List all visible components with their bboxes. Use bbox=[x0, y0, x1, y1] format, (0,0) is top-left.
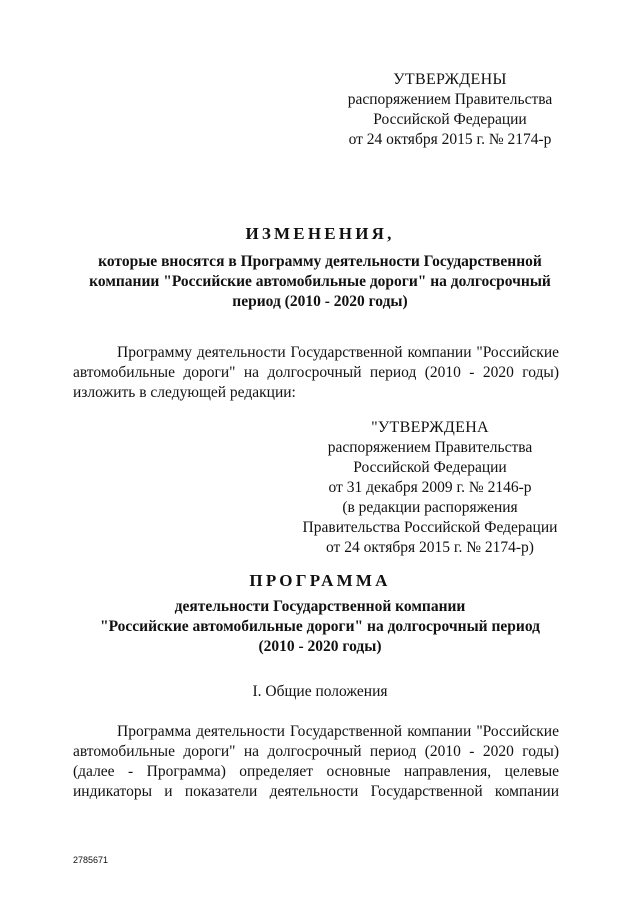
approval-block-program bbox=[280, 418, 580, 558]
paragraph-line: Программу деятельности Государственной компании "Российские bbox=[117, 344, 559, 361]
approval-line: от 24 октября 2015 г. № 2174-р) bbox=[326, 539, 534, 556]
approval-line: (в редакции распоряжения bbox=[342, 499, 518, 516]
approval-line: распоряжением Правительства bbox=[347, 91, 553, 108]
section-title: I. Общие положения bbox=[252, 683, 388, 700]
approval-title: "УТВЕРЖДЕНА bbox=[371, 419, 489, 436]
changes-subtitle-line: период (2010 - 2020 годы) bbox=[232, 293, 408, 310]
paragraph-line: автомобильные дороги" на долгосрочный период (2010 - 2020 годы) bbox=[73, 743, 559, 760]
changes-subtitle-line: компании "Российские автомобильные дороги" на долгосрочный bbox=[89, 273, 551, 290]
program-subtitle-line: деятельности Государственной компании bbox=[174, 598, 466, 615]
approval-line: распоряжением Правительства bbox=[327, 439, 533, 456]
paragraph-line: изложить в следующей редакции: bbox=[73, 384, 296, 401]
paragraph-line: автомобильные дороги" на долгосрочный период (2010 - 2020 годы) bbox=[73, 364, 559, 381]
paragraph-line: индикаторы и показатели деятельности Государственной компании bbox=[73, 783, 559, 800]
approval-line: Российской Федерации bbox=[353, 459, 507, 476]
approval-line: от 31 декабря 2009 г. № 2146-р bbox=[328, 479, 532, 496]
program-subtitle bbox=[60, 597, 580, 657]
section-paragraph bbox=[73, 722, 559, 802]
approval-title: УТВЕРЖДЕНЫ bbox=[393, 71, 507, 88]
paragraph-line: (далее - Программа) определяет основные направления, целевые bbox=[73, 763, 559, 780]
program-subtitle-line: "Российские автомобильные дороги" на долгосрочный период bbox=[99, 618, 540, 635]
approval-line: Правительства Российской Федерации bbox=[302, 519, 558, 536]
program-subtitle-line: (2010 - 2020 годы) bbox=[258, 638, 382, 655]
program-heading: ПРОГРАММА bbox=[249, 571, 391, 590]
approval-line: от 24 октября 2015 г. № 2174-р bbox=[348, 131, 552, 148]
approval-line: Российской Федерации bbox=[373, 111, 527, 128]
document-id: 2785671 bbox=[73, 855, 109, 865]
paragraph-line: Программа деятельности Государственной компании "Российские bbox=[117, 723, 559, 740]
changes-heading: ИЗМЕНЕНИЯ, bbox=[245, 224, 395, 243]
intro-paragraph bbox=[73, 343, 559, 403]
changes-subtitle-line: которые вносятся в Программу деятельности Государственной bbox=[98, 253, 542, 270]
changes-subtitle bbox=[60, 252, 580, 312]
approval-block-top bbox=[300, 70, 600, 150]
